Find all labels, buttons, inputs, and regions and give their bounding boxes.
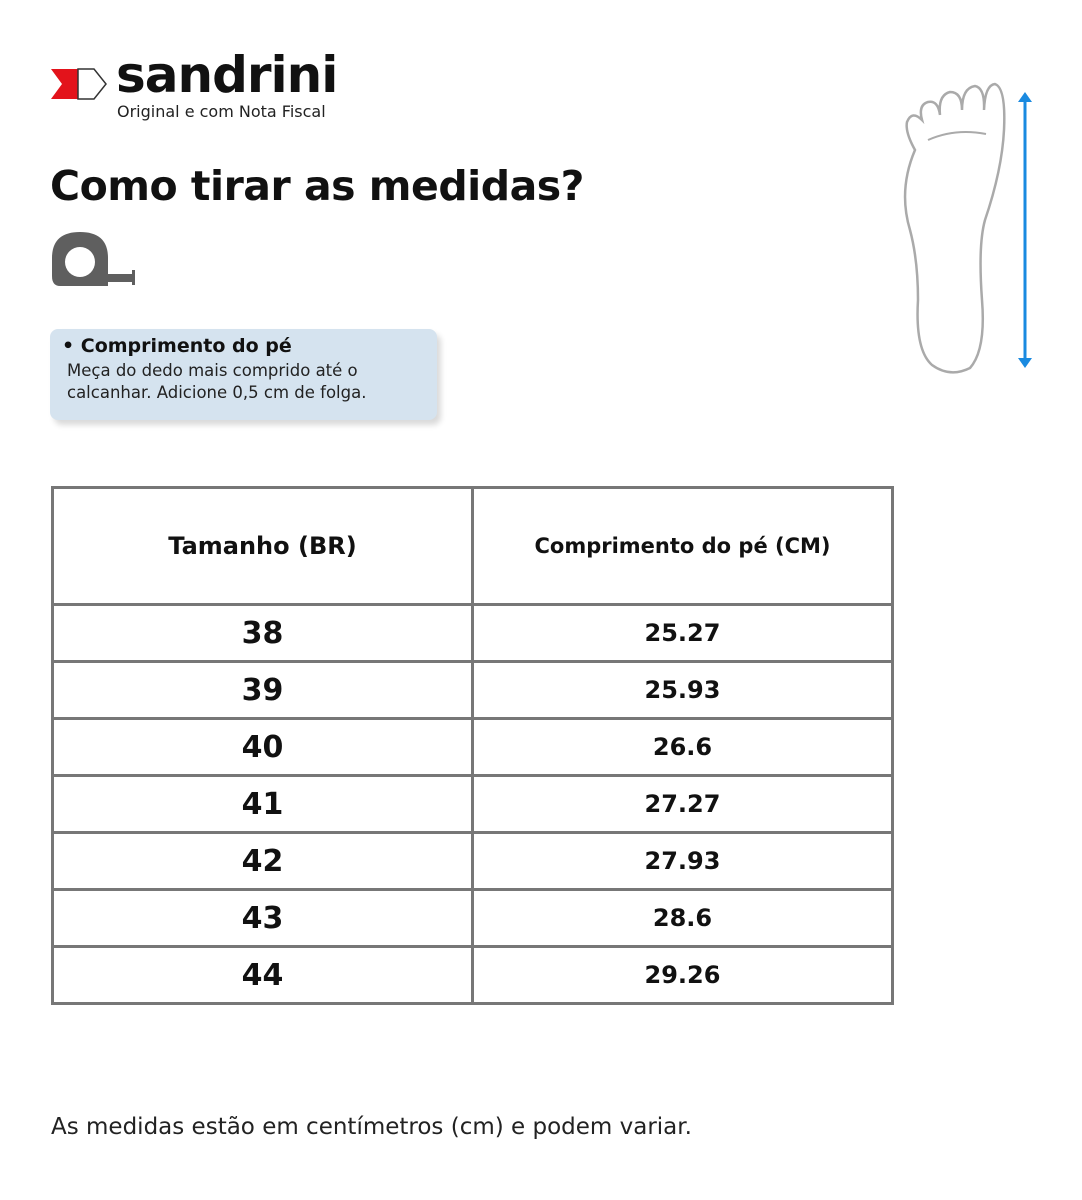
size-cell: 40 (53, 719, 473, 776)
foot-length-cell: 25.27 (473, 605, 893, 662)
header-foot-length: Comprimento do pé (CM) (473, 488, 893, 605)
foot-icon (880, 70, 1050, 390)
foot-length-cell: 28.6 (473, 890, 893, 947)
brand-logo-icon (50, 68, 108, 100)
size-cell: 38 (53, 605, 473, 662)
foot-length-cell: 27.93 (473, 833, 893, 890)
tape-measure-icon (50, 230, 140, 290)
table-row (53, 833, 893, 890)
tip-heading: • Comprimento do pé (62, 335, 292, 357)
double-arrow-icon (1018, 92, 1032, 368)
tip-body: Meça do dedo mais comprido até o calcanhar. Adicione 0,5 cm de folga. (67, 361, 367, 402)
table-row (53, 719, 893, 776)
size-cell: 42 (53, 833, 473, 890)
size-cell: 44 (53, 947, 473, 1004)
size-table (51, 486, 894, 1005)
brand-name: sandrini (116, 46, 338, 104)
measurement-tip-card (50, 329, 437, 420)
foot-length-cell: 26.6 (473, 719, 893, 776)
table-row (53, 605, 893, 662)
table-row (53, 890, 893, 947)
table-header-row (53, 488, 893, 605)
foot-length-cell: 27.27 (473, 776, 893, 833)
size-cell: 43 (53, 890, 473, 947)
size-cell: 39 (53, 662, 473, 719)
table-row (53, 776, 893, 833)
table-row (53, 662, 893, 719)
table-row (53, 947, 893, 1004)
foot-length-cell: 25.93 (473, 662, 893, 719)
size-cell: 41 (53, 776, 473, 833)
footer-note: As medidas estão em centímetros (cm) e podem variar. (51, 1114, 692, 1140)
foot-length-cell: 29.26 (473, 947, 893, 1004)
page-title: Como tirar as medidas? (50, 162, 584, 210)
header-size-br: Tamanho (BR) (53, 488, 473, 605)
brand-tagline: Original e com Nota Fiscal (117, 102, 326, 121)
